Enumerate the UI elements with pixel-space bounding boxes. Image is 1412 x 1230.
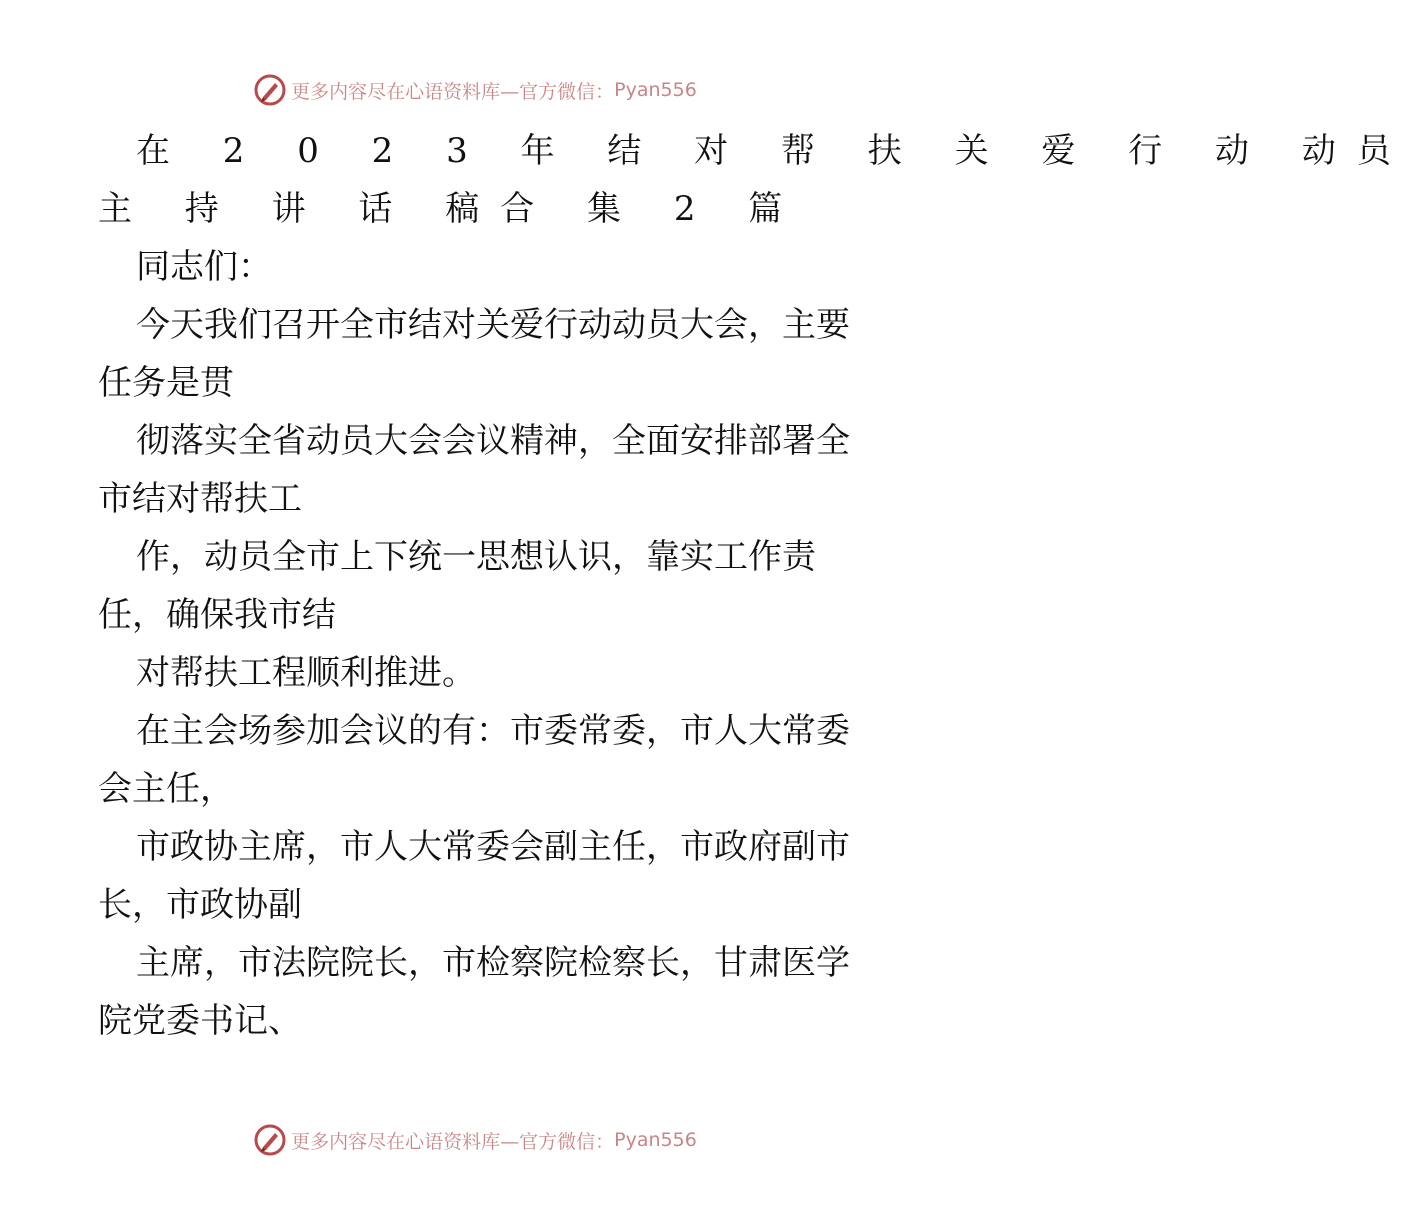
greeting: 同志们： [136, 247, 272, 287]
pen-logo-icon [253, 1123, 287, 1157]
footer-watermark [0, 1120, 950, 1160]
paragraph-line: 任务是贯 [98, 363, 234, 403]
paragraph-line: 市政协主席，市人大常委会副主任，市政府副市 [136, 827, 850, 867]
header-watermark [0, 70, 950, 110]
pen-logo-icon [253, 73, 287, 107]
paragraph-line: 会主任， [98, 769, 234, 809]
paragraph-line: 市结对帮扶工 [98, 479, 302, 519]
watermark-text: 更多内容尽在心语资料库—官方微信： [291, 80, 615, 103]
paragraph-line: 任，确保我市结 [98, 595, 336, 635]
paragraph-line: 今天我们召开全市结对关爱行动动员大会，主要 [136, 305, 850, 345]
paragraph-line: 主席，市法院院长，市检察院检察长，甘肃医学 [136, 943, 850, 983]
document-title-line-2: 主 持 讲 话 稿合 集 2 篇 [98, 189, 804, 229]
watermark-wechat-id: Pyan556 [614, 79, 697, 101]
document-body [98, 122, 1412, 1050]
watermark-text: 更多内容尽在心语资料库—官方微信： [291, 1130, 615, 1153]
paragraph-line: 长，市政协副 [98, 885, 302, 925]
paragraph-line: 院党委书记、 [98, 1001, 302, 1041]
watermark-wechat-id: Pyan556 [614, 1129, 697, 1151]
paragraph-line: 彻落实全省动员大会会议精神，全面安排部署全 [136, 421, 850, 461]
document-title-line-1: 在 2 0 2 3 年 结 对 帮 扶 关 爱 行 动 动员 [136, 131, 1412, 171]
paragraph-line: 在主会场参加会议的有：市委常委，市人大常委 [136, 711, 850, 751]
paragraph-line: 作，动员全市上下统一思想认识，靠实工作责 [136, 537, 816, 577]
paragraph-line: 对帮扶工程顺利推进。 [136, 653, 476, 693]
paragraph-lines [98, 296, 858, 1050]
